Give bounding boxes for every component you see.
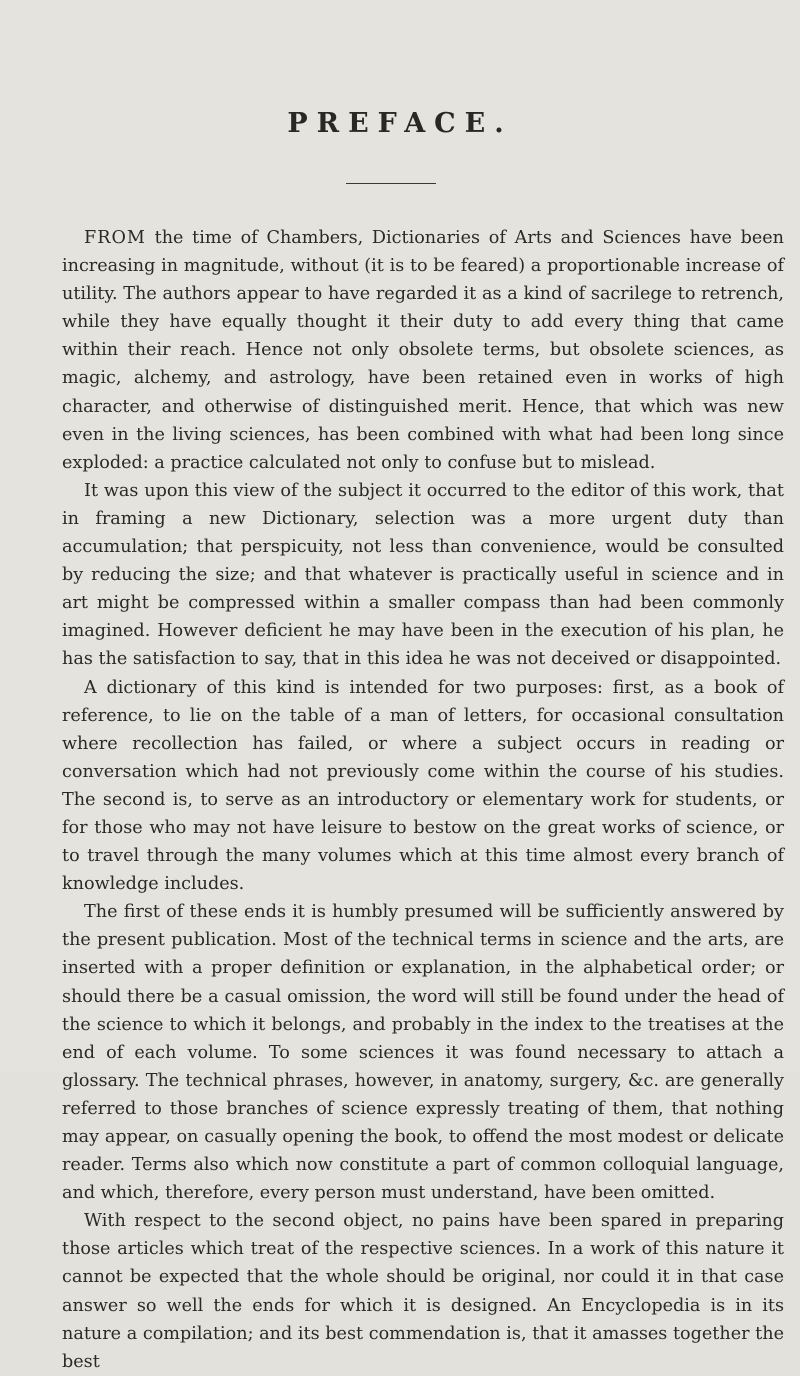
- paragraph-text: the time of Chambers, Dictionaries of Arts and Sciences have been increasing in magnitude, without (it is to be feared) a proportionable increase of utility. The authors appear to have regarded it as a kind of sacrilege to retrench, while they have equally thought it their duty to add every thing that came within their reach. Hence not only obsolete terms, but obsolete sciences, as magic, alchemy, and astrology, have been retained even in works of high character, and otherwise of distinguished merit. Hence, that which was new even in the living sciences, has been combined with what had been long since exploded: a practice calculated not only to confuse but to mislead.: [62, 228, 784, 473]
- paragraph-2: [62, 477, 784, 674]
- paragraph-text: A dictionary of this kind is intended for two purposes: first, as a book of reference, to lie on the table of a man of letters, for occasional consultation where recollection has failed, or where a subject occurs in reading or conversation which had not previously come within the course of his studies. The second is, to serve as an introductory or elementary work for students, or for those who may not have leisure to bestow on the great works of science, or to travel through the many volumes which at this time almost every branch of knowledge includes.: [62, 677, 784, 895]
- paragraph-text: It was upon this view of the subject it occurred to the editor of this work, that in framing a new Dictionary, selection was a more urgent duty than accumulation; that perspicuity, not less than convenience, would be consulted by reducing the size; and that whatever is practically useful in science and in art might be compressed within a smaller compass than had been commonly imagined. However deficient he may have been in the execution of his plan, he has the satisfaction to say, that in this idea he was not deceived or disappointed.: [62, 480, 784, 670]
- paragraph-text: The first of these ends it is humbly presumed will be sufficiently answered by the present publication. Most of the technical terms in science and the arts, are inserted with a proper definition or explanation, in the alphabetical order; or should there be a casual omission, the word will still be found under the head of the science to which it belongs, and probably in the index to the treatises at the end of each volume. To some sciences it was found necessary to attach a glossary. The technical phrases, however, in anatomy, surgery, &c. are generally referred to those branches of science expressly treating of them, that nothing may appear, on casually opening the book, to offend the most modest or delicate reader. Terms also which now constitute a part of common colloquial language, and which, therefore, every person must understand, have been omitted.: [62, 902, 784, 1204]
- title-rule: [346, 183, 436, 184]
- preface-body: [62, 224, 784, 1376]
- opening-word: FROM: [84, 228, 146, 248]
- page-title: PREFACE.: [287, 108, 513, 139]
- paragraph-3: [62, 674, 784, 899]
- paragraph-5: [62, 1207, 784, 1376]
- paragraph-text: With respect to the second object, no pains have been spared in preparing those articles which treat of the respective sciences. In a work of this nature it cannot be expected that the whole should be original, nor could it in that case answer so well the ends for which it is designed. An Encyclopedia is in its nature a compilation; and its best commendation is, that it amasses together the best: [62, 1211, 784, 1372]
- paragraph-4: [62, 898, 784, 1207]
- paragraph-1: [62, 224, 784, 477]
